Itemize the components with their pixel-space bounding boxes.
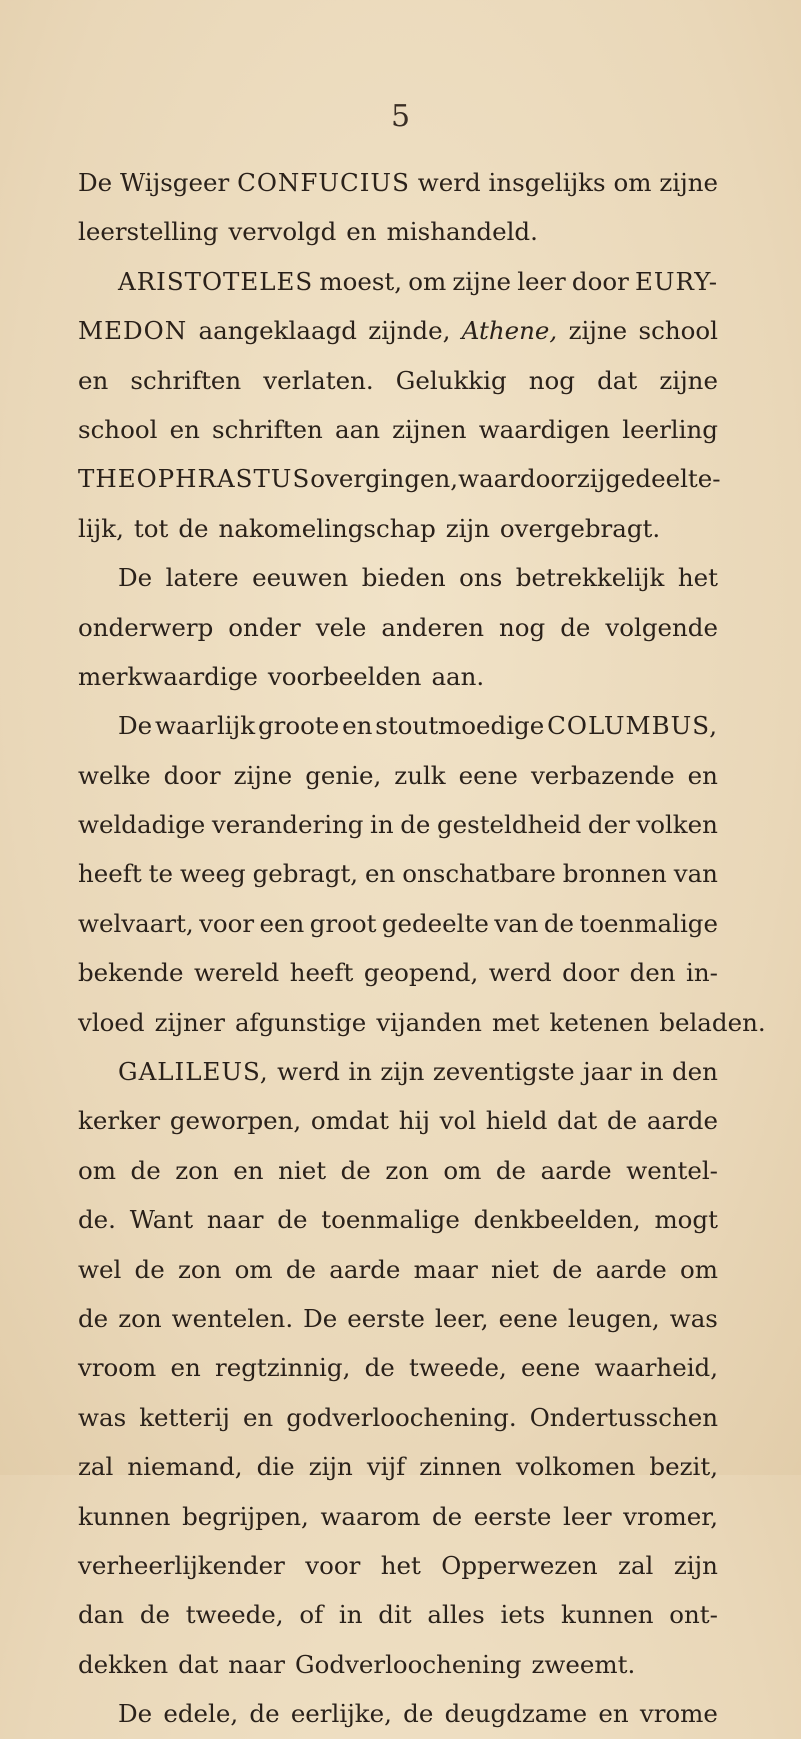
text-line (78, 1343, 718, 1392)
word: gedeelte- (605, 464, 721, 494)
word: welvaart, (78, 908, 194, 938)
word: latere (165, 563, 239, 593)
word: de (249, 1699, 280, 1729)
word: onder (228, 612, 301, 642)
word: zulk (394, 760, 446, 790)
word: de (340, 1155, 371, 1185)
word: zon (177, 1254, 222, 1284)
text-line (78, 306, 718, 355)
word: vijf (366, 1452, 406, 1482)
word: vijanden (376, 1007, 482, 1037)
word: verandering (211, 810, 364, 840)
word: eerlijke, (290, 1699, 392, 1729)
word: vrome (639, 1699, 718, 1729)
word: waardigen (478, 414, 611, 444)
word: en (346, 217, 377, 247)
word: Athene, (461, 316, 558, 346)
word: weeg (179, 859, 246, 889)
word: de (543, 908, 575, 938)
word: en (365, 859, 396, 889)
word: vele (315, 612, 367, 642)
proper-name: MEDON (78, 316, 188, 346)
word: weldadige (78, 810, 206, 840)
word: zon (175, 1155, 219, 1185)
word: de (606, 1106, 638, 1136)
word: was (669, 1303, 718, 1333)
word: eerste (473, 1501, 552, 1531)
word: om (408, 266, 447, 296)
word: aarde (646, 1106, 718, 1136)
word: te (148, 859, 174, 889)
word: de (431, 1501, 463, 1531)
word: en (78, 365, 109, 395)
text-line (78, 207, 718, 256)
word: door (571, 266, 629, 296)
word: merkwaardige (78, 661, 258, 691)
word: kunnen (561, 1600, 654, 1630)
text-line (78, 1245, 718, 1294)
word: zon (385, 1155, 429, 1185)
word: waarlijk (155, 711, 256, 741)
word: eeuwen (252, 563, 349, 593)
word: de (78, 1303, 109, 1333)
word: vromer, (623, 1501, 718, 1531)
text-line (78, 1492, 718, 1541)
word: genie, (305, 760, 382, 790)
word: de (130, 1155, 161, 1185)
word: leer (563, 1501, 612, 1531)
word: welke (78, 760, 151, 790)
word: De (78, 168, 113, 197)
word: aan (334, 414, 380, 444)
text-line (78, 1195, 718, 1244)
word: in (348, 1057, 372, 1087)
word: de (495, 1155, 527, 1185)
word: eerste (347, 1303, 425, 1333)
word: wentel- (626, 1155, 718, 1185)
word: de (134, 1254, 165, 1284)
word: voor (305, 1550, 361, 1580)
word: verbazende (530, 760, 675, 790)
word: verlaten. (263, 365, 374, 395)
word: Want (129, 1205, 194, 1235)
word: stoutmoedige (375, 711, 545, 741)
body-text (78, 158, 766, 1739)
proper-name: COLUMBUS, (547, 711, 718, 741)
word: vloed (78, 1007, 145, 1037)
word: zij (576, 464, 606, 494)
word: de (400, 810, 431, 840)
word: zijnen (392, 414, 467, 444)
word: aarde (329, 1254, 401, 1284)
word: ont- (669, 1600, 718, 1630)
text-line (78, 1541, 718, 1590)
word: De (303, 1303, 338, 1333)
text-line (78, 1689, 718, 1738)
word: door (163, 760, 221, 790)
word: eene (458, 760, 518, 790)
word: de. (78, 1205, 116, 1235)
word: godverloochening. (286, 1402, 517, 1432)
word: nog (498, 612, 546, 642)
text-line (78, 1393, 718, 1442)
word: werd (417, 168, 481, 197)
word: of (299, 1600, 324, 1630)
word: zal (78, 1452, 114, 1482)
text-line (78, 800, 718, 849)
word: leer (517, 266, 566, 296)
proper-name: THEOPHRASTUS (78, 464, 311, 494)
word: zijn (445, 513, 490, 543)
text-line (78, 751, 718, 800)
text-line (78, 356, 718, 405)
word: geworpen, (169, 1106, 302, 1136)
word: dekken (78, 1649, 169, 1679)
word: en (687, 760, 718, 790)
word: waarom (320, 1501, 421, 1531)
word: in (338, 1600, 363, 1630)
word: onderwerp (78, 612, 214, 642)
word: volkomen (515, 1452, 636, 1482)
word: door (562, 958, 620, 988)
text-line (78, 1442, 718, 1491)
word: ons (459, 563, 503, 593)
word: ketenen (549, 1007, 650, 1037)
word: dit (378, 1600, 412, 1630)
word: om (680, 1254, 718, 1284)
text-line (78, 652, 718, 701)
word: omdat (310, 1106, 390, 1136)
word: zijner (154, 1007, 225, 1037)
word: schriften (212, 414, 323, 444)
text-line (78, 1047, 718, 1096)
word: kerker (78, 1106, 161, 1136)
word: niet (491, 1254, 539, 1284)
word: Opperwezen (441, 1550, 598, 1580)
word: en (598, 1699, 629, 1729)
word: De (118, 563, 153, 593)
word: de (285, 1254, 317, 1284)
word: kunnen (78, 1501, 171, 1531)
word: volgende (605, 612, 718, 642)
word: was (78, 1402, 127, 1432)
text-line (78, 701, 718, 750)
word: De (118, 1699, 153, 1729)
word: onschatbare (402, 859, 556, 889)
word: Wijsgeer (120, 168, 230, 197)
word: regtzinnig, (215, 1353, 351, 1383)
word: het (380, 1550, 421, 1580)
word: gedeelte (381, 908, 489, 938)
word: overgingen, (310, 464, 459, 494)
word: de (277, 1205, 308, 1235)
word: aarde (595, 1254, 667, 1284)
text-line (78, 603, 718, 652)
word: leer, (434, 1303, 489, 1333)
word: heeft (78, 859, 142, 889)
word: mishandeld. (386, 217, 538, 247)
word: gesteldheid (436, 810, 582, 840)
word: zeventigste (432, 1057, 575, 1087)
text-line (78, 899, 718, 948)
word: dat (597, 365, 638, 395)
text-line (78, 849, 718, 898)
word: vol (439, 1106, 477, 1136)
word: leerling (622, 414, 718, 444)
word: eene (521, 1353, 581, 1383)
word: en (170, 1353, 201, 1383)
word: om (613, 168, 652, 197)
word: zweemt. (531, 1649, 636, 1679)
word: hield (485, 1106, 548, 1136)
word: wereld (194, 958, 280, 988)
word: zijnde, (368, 316, 451, 346)
text-line (78, 504, 718, 553)
word: De (118, 711, 153, 741)
text-line (78, 1590, 718, 1639)
word: zijne (452, 266, 512, 296)
word: denkbeelden, (473, 1205, 641, 1235)
word: geopend, (363, 958, 479, 988)
word: zijne (233, 760, 293, 790)
word: volken (636, 810, 718, 840)
word: niet (278, 1155, 327, 1185)
text-line (78, 1294, 718, 1343)
word: Godverloochening (295, 1649, 522, 1679)
word: anderen (381, 612, 484, 642)
word: zijne (568, 316, 628, 346)
text-line (78, 1096, 718, 1145)
word: wel (78, 1254, 122, 1284)
page-number: 5 (390, 99, 411, 134)
word: bezit, (649, 1452, 718, 1482)
text-line (78, 948, 718, 997)
word: afgunstige (234, 1007, 367, 1037)
word: betrekkelijk (515, 563, 665, 593)
word: den (629, 958, 676, 988)
word: Gelukkig (395, 365, 507, 395)
word: tot (133, 513, 169, 543)
text-line (78, 553, 718, 602)
word: begrijpen, (182, 1501, 309, 1531)
word: wentelen. (171, 1303, 294, 1333)
text-line (78, 998, 766, 1047)
word: in (639, 1057, 664, 1087)
word: nakomelingschap (218, 513, 436, 543)
proper-name: EURY- (634, 266, 718, 296)
word: dat (557, 1106, 598, 1136)
word: leerstelling (78, 217, 219, 247)
word: leugen, (567, 1303, 660, 1333)
word: lijk, (78, 513, 124, 543)
word: in (370, 810, 394, 840)
word: werd (488, 958, 552, 988)
word: om (234, 1254, 273, 1284)
word: naar (206, 1205, 264, 1235)
word: aangeklaagd (198, 316, 357, 346)
word: werd (277, 1057, 340, 1087)
word: om (443, 1155, 482, 1185)
word: heeft (289, 958, 354, 988)
word: jaar (583, 1057, 632, 1087)
word: groot (309, 908, 377, 938)
word: moest, (319, 266, 403, 296)
word: school (638, 316, 718, 346)
word: zijn (380, 1057, 425, 1087)
text-line (78, 1146, 718, 1195)
word: zinnen (419, 1452, 502, 1482)
word: alles (427, 1600, 485, 1630)
word: verheerlijkender (78, 1550, 285, 1580)
word: voorbeelden (267, 661, 422, 691)
word: en (233, 1155, 264, 1185)
word: en (169, 414, 200, 444)
word: niemand, (127, 1452, 243, 1482)
word: tweede, (185, 1600, 284, 1630)
word: gebragt, (252, 859, 359, 889)
word: school (78, 414, 158, 444)
word: met (491, 1007, 540, 1037)
word: toenmalige (321, 1205, 460, 1235)
word: beladen. (659, 1007, 766, 1037)
word: iets (500, 1600, 546, 1630)
word: tweede, (409, 1353, 507, 1383)
word: aarde (540, 1155, 612, 1185)
word: den (671, 1057, 718, 1087)
text-line (78, 257, 718, 306)
word: de (139, 1600, 171, 1630)
word: deugdzame (444, 1699, 588, 1729)
word: zijne (659, 365, 718, 395)
text-line (78, 405, 718, 454)
word: en (342, 711, 373, 741)
word: der (587, 810, 630, 840)
word: zijn (308, 1452, 353, 1482)
proper-name: CONFUCIUS (237, 168, 410, 197)
word: schriften (130, 365, 242, 395)
word: de (560, 612, 591, 642)
word: bekende (78, 958, 184, 988)
word: hij (398, 1106, 430, 1136)
proper-name: GALILEUS, (118, 1057, 269, 1087)
word: mogt (654, 1205, 718, 1235)
word: in- (686, 958, 718, 988)
word: waarheid, (594, 1353, 718, 1383)
word: groote (257, 711, 340, 741)
word: vervolgd (228, 217, 337, 247)
word: zijne (659, 168, 718, 197)
word: van (494, 908, 539, 938)
word: overgebragt. (499, 513, 661, 543)
word: bronnen (562, 859, 667, 889)
word: van (673, 859, 718, 889)
word: edele, (163, 1699, 239, 1729)
word: om (78, 1155, 116, 1185)
word: vroom (78, 1353, 157, 1383)
word: de (403, 1699, 434, 1729)
word: maar (413, 1254, 478, 1284)
word: zijn (673, 1550, 718, 1580)
text-line (78, 158, 718, 207)
word: de (178, 513, 209, 543)
word: zon (118, 1303, 162, 1333)
word: toenmalige (579, 908, 718, 938)
word: dan (78, 1600, 125, 1630)
word: en (242, 1402, 274, 1432)
word: de (552, 1254, 583, 1284)
proper-name: ARISTOTELES (118, 266, 314, 296)
word: naar (228, 1649, 286, 1679)
word: de (364, 1353, 395, 1383)
word: waardoor (458, 464, 577, 494)
word: dat (178, 1649, 219, 1679)
word: eene (498, 1303, 558, 1333)
word: het (677, 563, 718, 593)
word: nog (528, 365, 575, 395)
word: die (256, 1452, 295, 1482)
word: bieden (361, 563, 446, 593)
word: insgelijks (488, 168, 606, 197)
word: voor (199, 908, 255, 938)
word: aan. (431, 661, 485, 691)
word: zal (618, 1550, 654, 1580)
word: Ondertusschen (529, 1402, 718, 1432)
word: een (259, 908, 305, 938)
word: ketterij (139, 1402, 230, 1432)
text-line (78, 454, 721, 503)
text-line (78, 1640, 718, 1689)
